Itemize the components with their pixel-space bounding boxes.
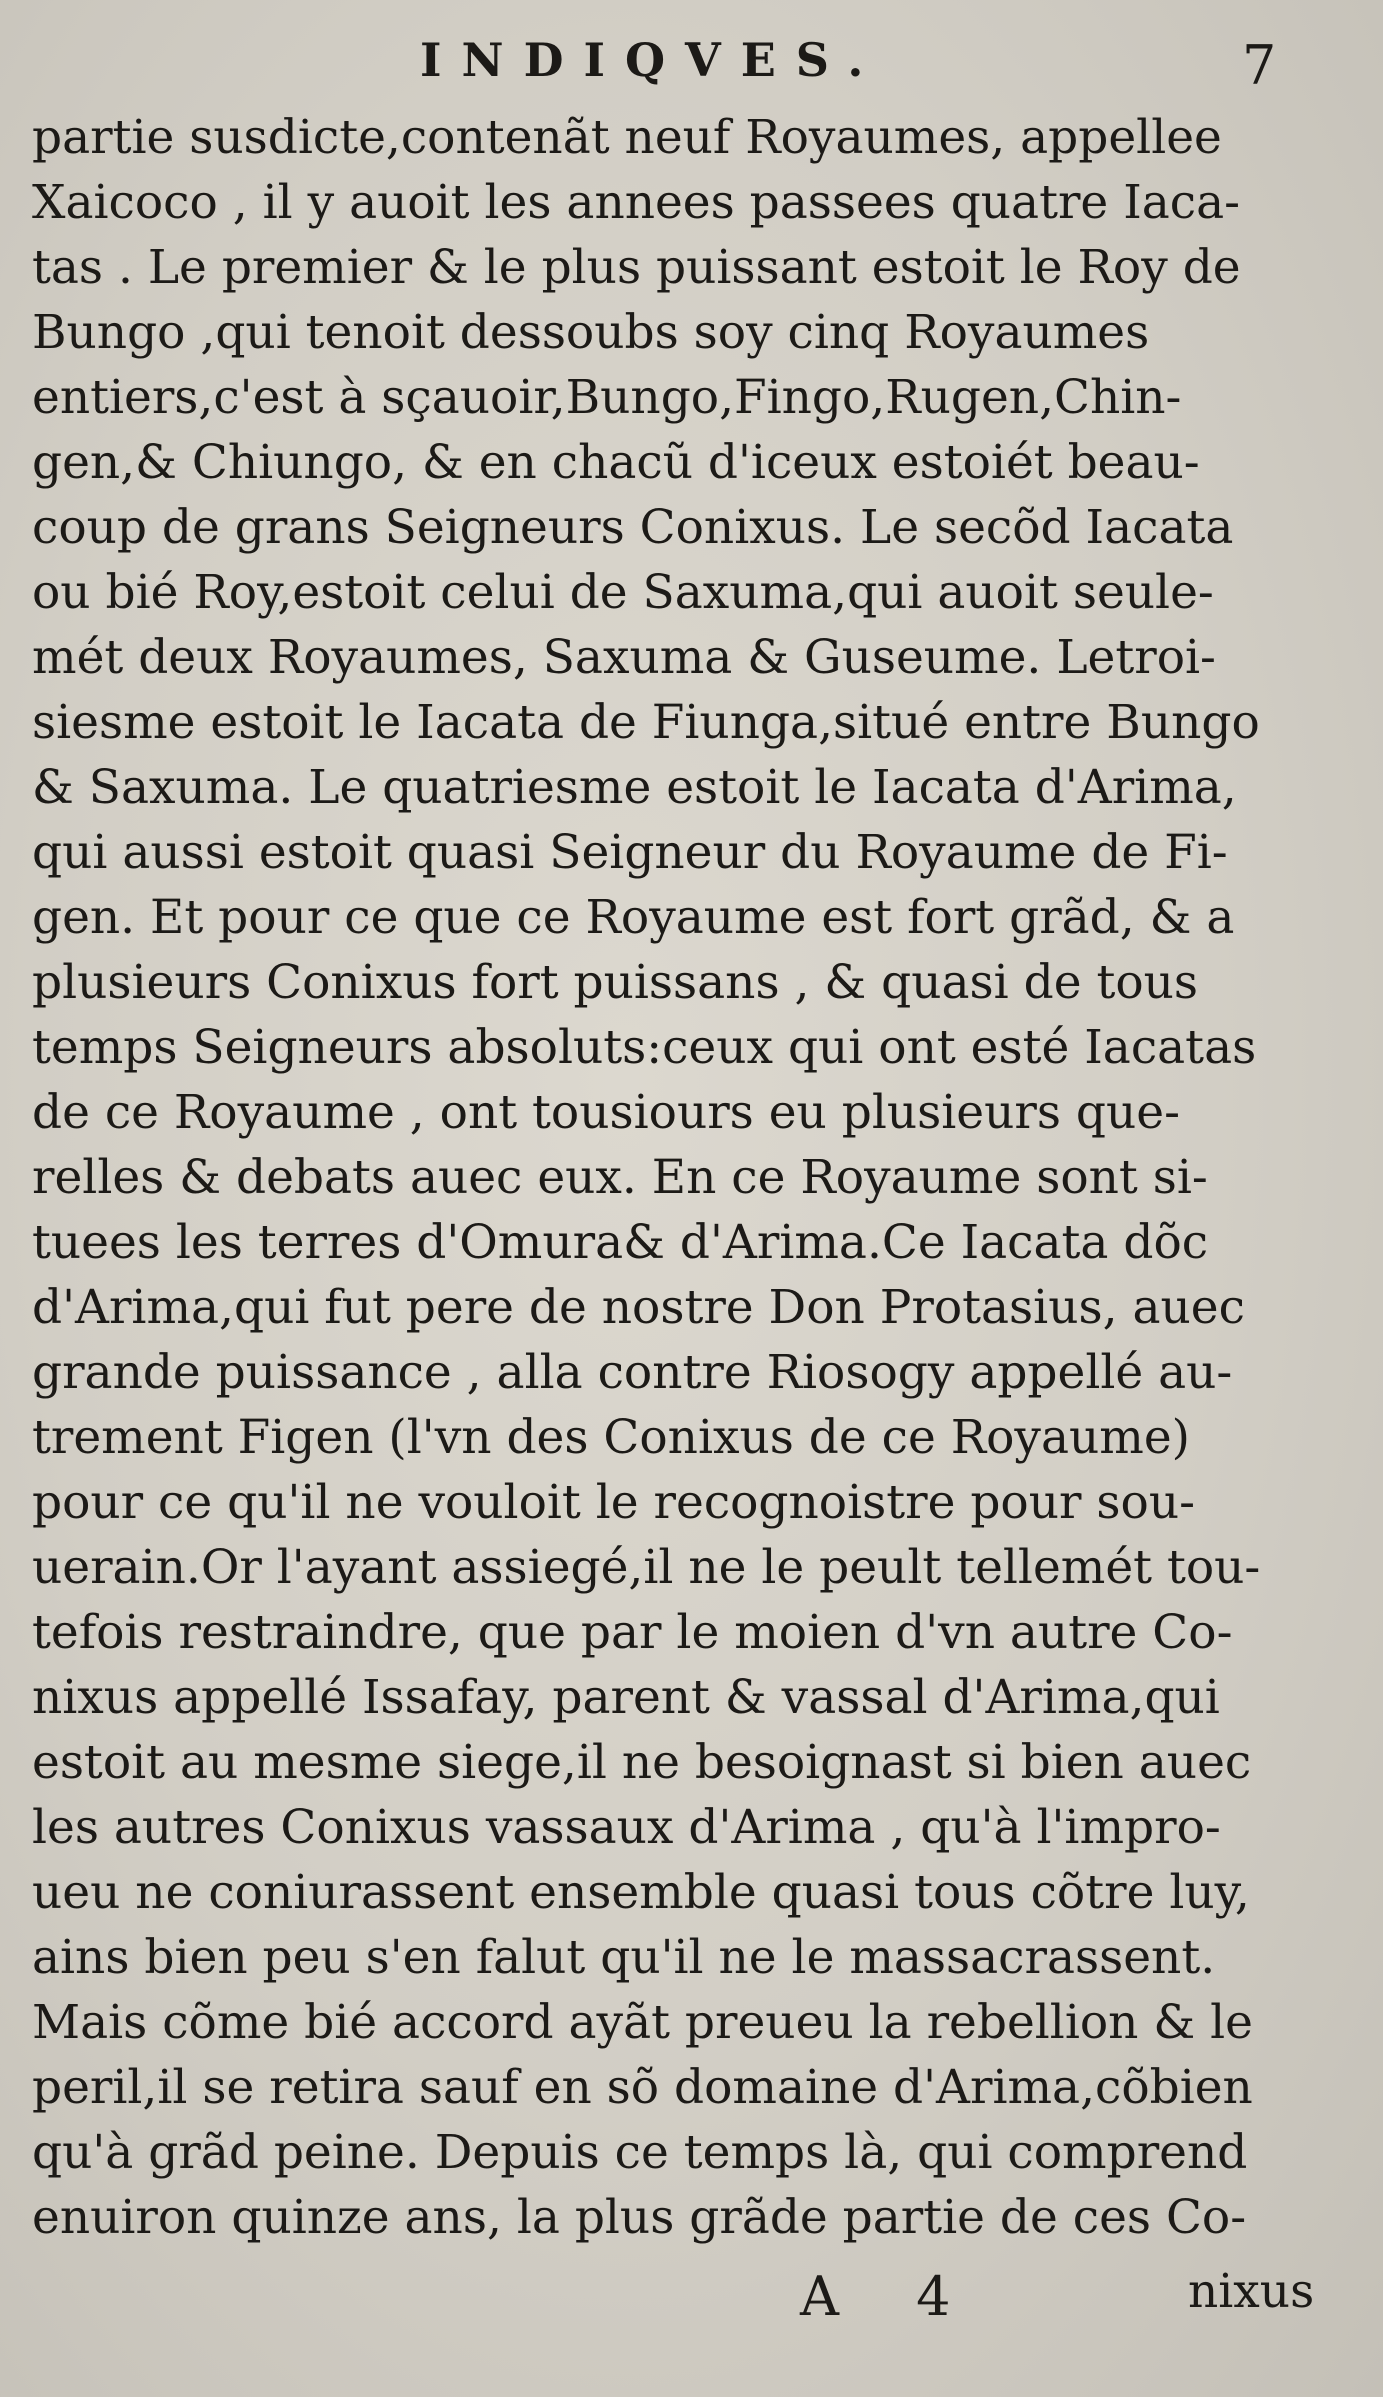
- text-line: Bungo ,qui tenoit dessoubs soy cinq Royaumes: [32, 305, 1150, 360]
- text-line: mét deux Royaumes, Saxuma & Guseume. Letroi-: [32, 630, 1216, 685]
- text-line: temps Seigneurs absoluts:ceux qui ont esté Iacatas: [32, 1020, 1257, 1075]
- catchword: nixus: [1188, 2264, 1315, 2319]
- text-line: de ce Royaume , ont tousiours eu plusieurs que-: [32, 1085, 1180, 1140]
- text-line: trement Figen (l'vn des Conixus de ce Royaume): [32, 1410, 1190, 1465]
- text-line: qu'à grãd peine. Depuis ce temps là, qui comprend: [32, 2125, 1248, 2180]
- text-line: relles & debats auec eux. En ce Royaume sont si-: [32, 1150, 1208, 1205]
- text-line: Mais cõme bié accord ayãt preueu la rebellion & le: [32, 1995, 1253, 2050]
- text-line: peril,il se retira sauf en sõ domaine d'Arima,cõbien: [32, 2060, 1253, 2115]
- text-line: ains bien peu s'en falut qu'il ne le massacrassent.: [32, 1930, 1216, 1985]
- text-line: grande puissance , alla contre Riosogy appellé au-: [32, 1345, 1233, 1400]
- text-line: uerain.Or l'ayant assiegé,il ne le peult tellemét tou-: [32, 1540, 1261, 1595]
- text-line: les autres Conixus vassaux d'Arima , qu'à l'impro-: [32, 1800, 1221, 1855]
- text-line: pour ce qu'il ne vouloit le recognoistre pour sou-: [32, 1475, 1195, 1530]
- text-line: gen. Et pour ce que ce Royaume est fort grãd, & a: [32, 890, 1235, 945]
- text-line: tefois restraindre, que par le moien d'vn autre Co-: [32, 1605, 1233, 1660]
- page-number: 7: [1242, 34, 1277, 97]
- text-line: plusieurs Conixus fort puissans , & quasi de tous: [32, 955, 1199, 1010]
- text-line: qui aussi estoit quasi Seigneur du Royaume de Fi-: [32, 825, 1228, 880]
- text-line: partie susdicte,contenãt neuf Royaumes, appellee: [32, 110, 1222, 165]
- text-line: entiers,c'est à sçauoir,Bungo,Fingo,Rugen,Chin-: [32, 370, 1182, 425]
- running-title: INDIQVES.: [420, 33, 884, 87]
- text-line: tas . Le premier & le plus puissant estoit le Roy de: [32, 240, 1241, 295]
- text-line: & Saxuma. Le quatriesme estoit le Iacata d'Arima,: [32, 760, 1237, 815]
- text-line: gen,& Chiungo, & en chacũ d'iceux estoiét beau-: [32, 435, 1200, 490]
- text-line: siesme estoit le Iacata de Fiunga,situé entre Bungo: [32, 695, 1260, 750]
- page-footer: [0, 2262, 1383, 2332]
- signature-mark: A 4: [800, 2265, 981, 2328]
- text-line: ueu ne coniurassent ensemble quasi tous cõtre luy,: [32, 1865, 1250, 1920]
- text-line: estoit au mesme siege,il ne besoignast si bien auec: [32, 1735, 1252, 1790]
- text-line: nixus appellé Issafay, parent & vassal d'Arima,qui: [32, 1670, 1220, 1725]
- body-text: [32, 105, 1332, 2250]
- text-line: enuiron quinze ans, la plus grãde partie de ces Co-: [32, 2190, 1247, 2245]
- text-line: Xaicoco , il y auoit les annees passees quatre Iaca-: [32, 175, 1241, 230]
- text-line: ou bié Roy,estoit celui de Saxuma,qui auoit seule-: [32, 565, 1214, 620]
- text-line: coup de grans Seigneurs Conixus. Le secõd Iacata: [32, 500, 1234, 555]
- text-line: d'Arima,qui fut pere de nostre Don Protasius, auec: [32, 1280, 1245, 1335]
- running-head: [0, 30, 1383, 97]
- text-line: tuees les terres d'Omura& d'Arima.Ce Iacata dõc: [32, 1215, 1209, 1270]
